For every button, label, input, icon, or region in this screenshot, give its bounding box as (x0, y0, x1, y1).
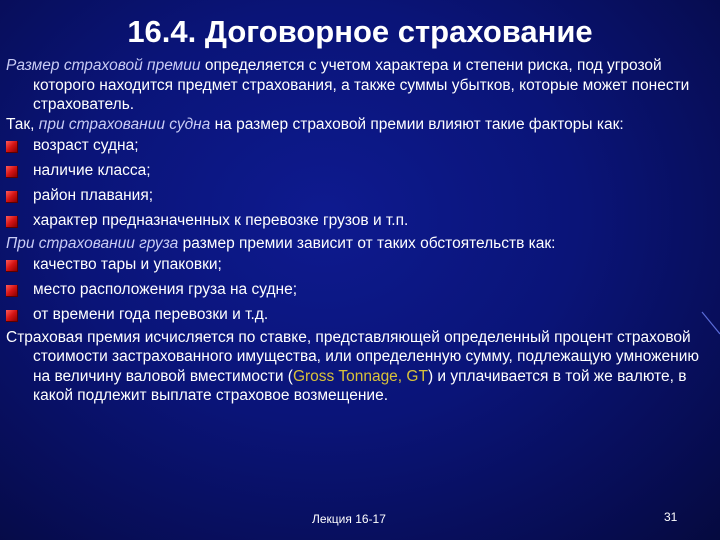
highlight-ship-insurance: при страховании судна (38, 115, 211, 133)
list-item (6, 303, 706, 328)
ship-factors-list (6, 134, 706, 233)
list-item-text: место расположения груза на судне; (33, 280, 297, 298)
list-item (6, 209, 706, 234)
list-item (6, 159, 706, 184)
list-item-text: характер предназначенных к перевозке грузов и т.п. (33, 211, 409, 229)
bullet-square-icon (6, 260, 18, 272)
paragraph-ship-insurance-prefix: Так, (6, 115, 39, 133)
decorative-line-icon (700, 310, 720, 350)
bullet-square-icon (6, 191, 18, 203)
list-item-text: качество тары и упаковки; (33, 256, 222, 274)
highlight-premium-size: Размер страховой премии (6, 57, 201, 74)
paragraph-premium-size (6, 56, 706, 115)
list-item-text: наличие класса; (33, 162, 151, 180)
highlight-cargo-insurance: При страховании груза (6, 234, 179, 252)
list-item (6, 134, 706, 159)
paragraph-ship-insurance-text: на размер страховой премии влияют такие факторы как: (210, 115, 624, 133)
list-item-text: возраст судна; (33, 137, 139, 155)
list-item-text: от времени года перевозки и т.д. (33, 305, 269, 323)
list-item-text: район плавания; (33, 186, 154, 204)
paragraph-premium-calculation (6, 328, 706, 406)
bullet-square-icon (6, 216, 18, 228)
list-item (6, 253, 706, 278)
paragraph-ship-insurance (6, 115, 706, 135)
bullet-square-icon (6, 166, 18, 178)
cargo-factors-list (6, 253, 706, 327)
slide-title: 16.4. Договорное страхование (127, 14, 593, 49)
paragraph-premium-calculation-text-2: ) и уплачивается в той же валюте, в какой подлежит выплате страховое возмещение. (33, 367, 687, 405)
slide-number: 31 (664, 510, 678, 524)
paragraph-cargo-insurance-text: размер премии зависит от таких обстоятельств как: (178, 234, 556, 252)
bullet-square-icon (6, 285, 18, 297)
list-item (6, 278, 706, 303)
bullet-square-icon (6, 141, 18, 153)
slide-content (6, 56, 706, 406)
gross-tonnage-term: Gross Tonnage, GT (292, 367, 428, 385)
paragraph-premium-size-text: определяется с учетом характера и степени риска, под угрозой которого находится предмет страхования, а также суммы убытков, которые может понести страхователь. (33, 57, 690, 114)
paragraph-premium-calculation-text-1: Страховая премия исчисляется по ставке, представляющей определенный процент страховой стоимости застрахованного имущества, или определенную сумму, подлежащую умножению на величину валовой вместимости ( (6, 328, 699, 385)
list-item (6, 184, 706, 209)
bullet-square-icon (6, 310, 18, 322)
footer-lecture-label: Лекция 16-17 (312, 512, 386, 526)
paragraph-cargo-insurance (6, 234, 706, 254)
